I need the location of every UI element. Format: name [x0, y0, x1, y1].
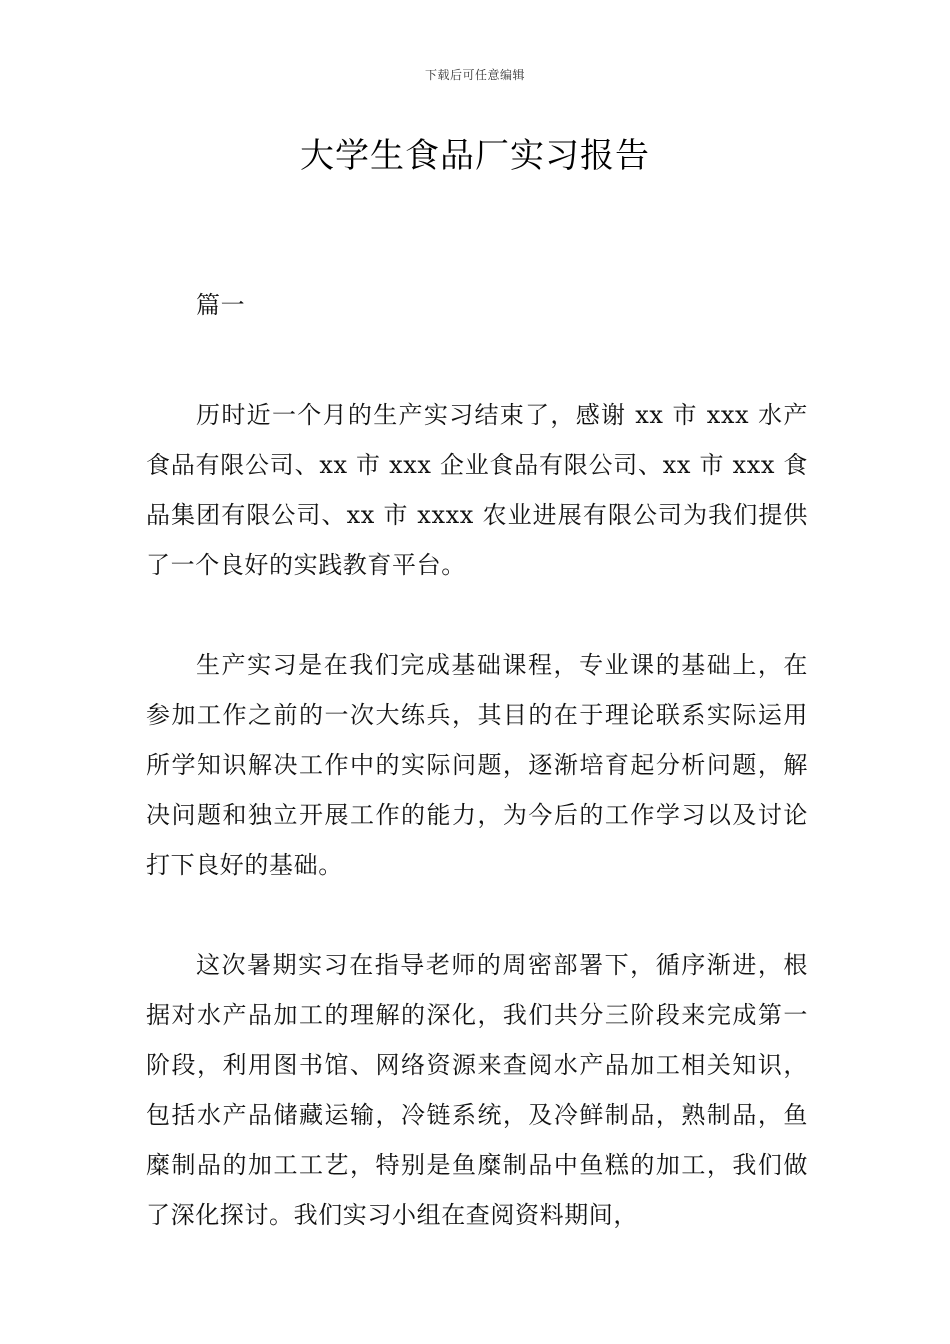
paragraph-1: 历时近一个月的生产实习结束了，感谢 xx 市 xxx 水产食品有限公司、xx 市 xxx 企业食品有限公司、xx 市 xxx 食品集团有限公司、xx 市 xxxx 农业进展有限公司为我们提供了一个良好的实践教育平台。	[146, 401, 808, 579]
header-note: 下载后可任意编辑	[424, 68, 525, 82]
section-label: 篇一	[196, 291, 246, 319]
paragraph-2: 生产实习是在我们完成基础课程，专业课的基础上，在参加工作之前的一次大练兵，其目的在于理论联系实际运用所学知识解决工作中的实际问题，逐渐培育起分析问题，解决问题和独立开展工作的能力，为今后的工作学习以及讨论打下良好的基础。	[146, 651, 808, 879]
document-body	[146, 280, 808, 1290]
document-title: 大学生食品厂实习报告	[300, 136, 650, 176]
paragraph-3: 这次暑期实习在指导老师的周密部署下，循序渐进，根据对水产品加工的理解的深化，我们共分三阶段来完成第一阶段，利用图书馆、网络资源来查阅水产品加工相关知识，包括水产品储藏运输，冷链系统，及冷鲜制品，熟制品，鱼糜制品的加工工艺，特别是鱼糜制品中鱼糕的加工，我们做了深化探讨。我们实习小组在查阅资料期间，	[146, 951, 808, 1229]
